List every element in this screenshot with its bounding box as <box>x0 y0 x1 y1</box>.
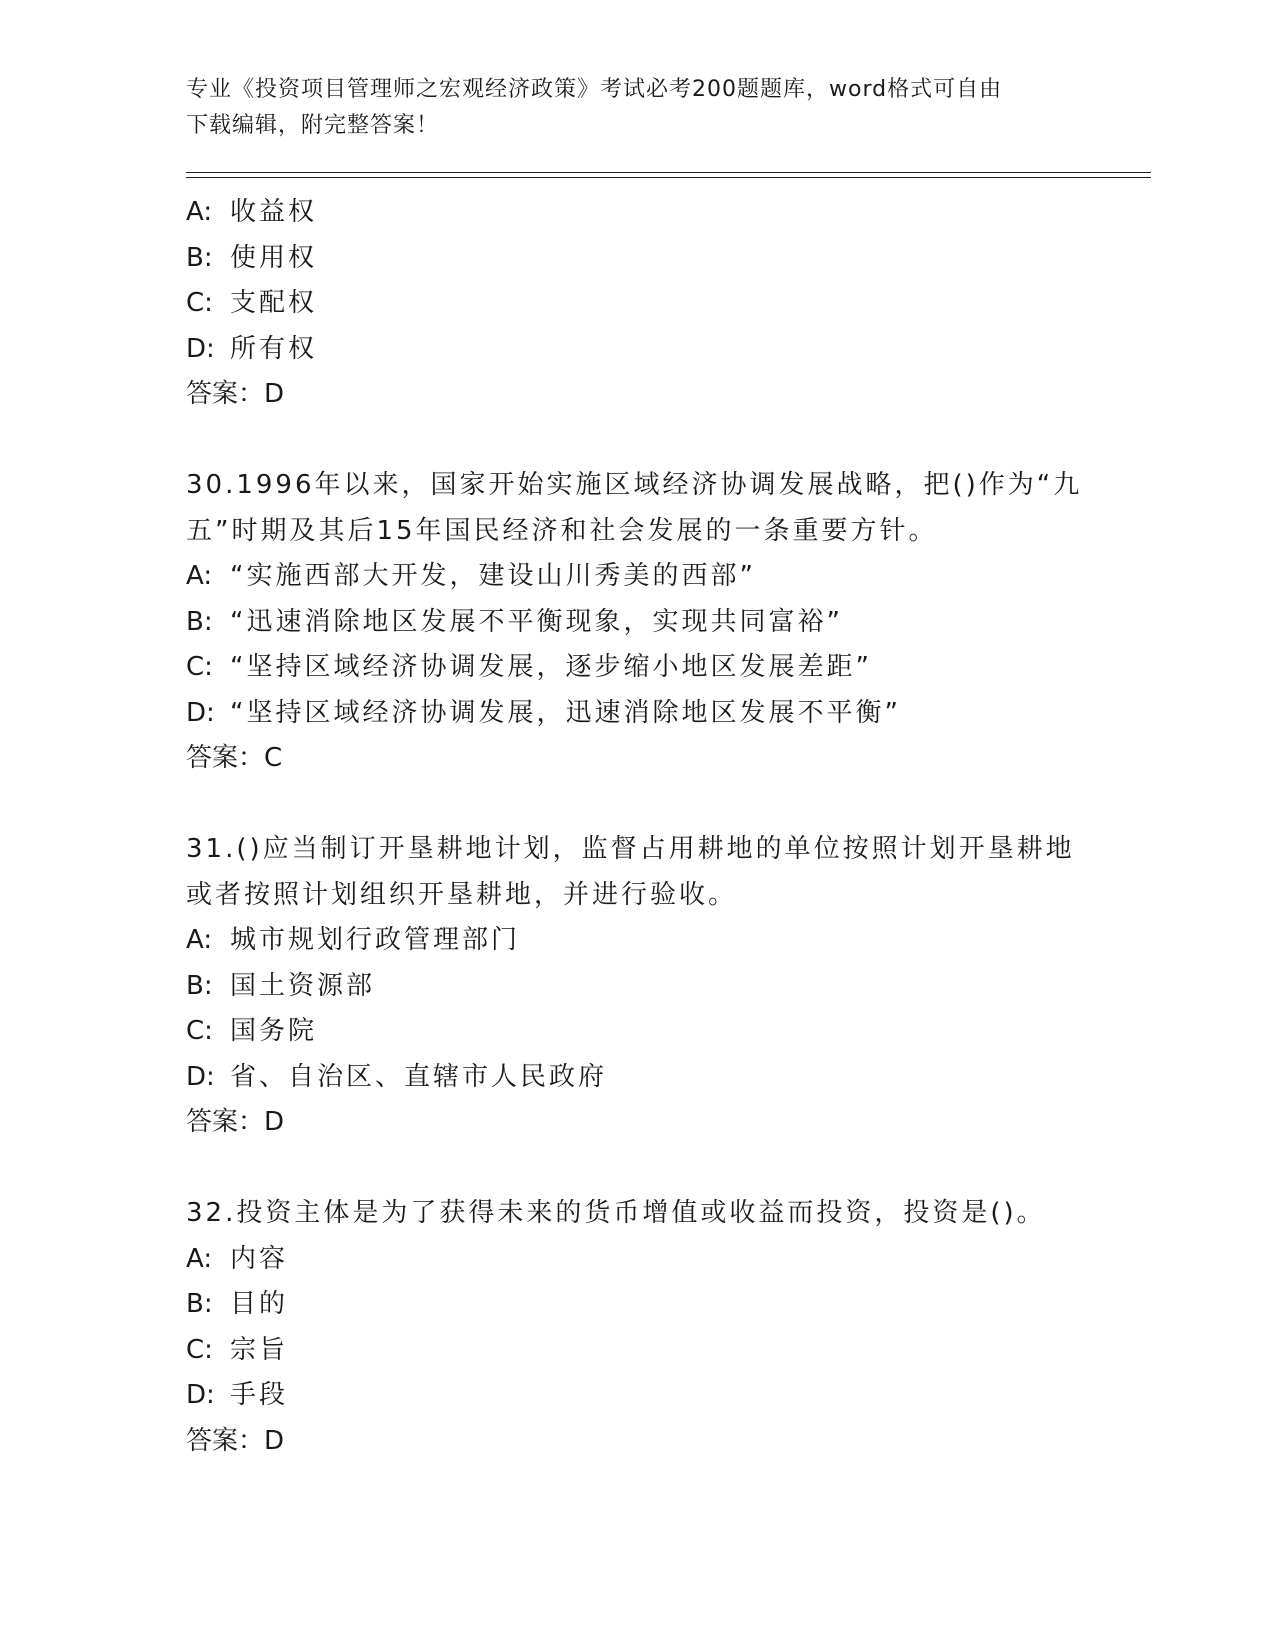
question-stem-line-2: 五”时期及其后15年国民经济和社会发展的一条重要方针。 <box>186 515 938 546</box>
option-d: D: 手段 <box>186 1380 289 1410</box>
question-stem-line-2: 或者按照计划组织开垦耕地，并进行验收。 <box>186 879 738 910</box>
option-a: A: 收益权 <box>186 197 318 227</box>
header-line-2: 下载编辑，附完整答案！ <box>186 113 440 138</box>
option-b: B: “迅速消除地区发展不平衡现象，实现共同富裕” <box>186 606 843 637</box>
answer: 答案：D <box>186 379 285 409</box>
option-a: A: “实施西部大开发，建设山川秀美的西部” <box>186 561 756 591</box>
question-29-options <box>186 190 1086 418</box>
question-30 <box>186 463 1086 782</box>
question-31 <box>186 827 1086 1146</box>
option-d: D: “坚持区域经济协调发展，迅速消除地区发展不平衡” <box>186 697 901 728</box>
option-c: C: “坚持区域经济协调发展，逐步缩小地区发展差距” <box>186 652 872 682</box>
question-list <box>186 190 1086 1464</box>
question-stem-line-1: 31.()应当制订开垦耕地计划，监督占用耕地的单位按照计划开垦耕地 <box>186 834 1075 864</box>
answer: 答案：D <box>186 1107 285 1137</box>
header-rule-top <box>186 172 1151 173</box>
header-line-1: 专业《投资项目管理师之宏观经济政策》考试必考200题题库，word格式可自由 <box>186 77 1003 102</box>
answer: 答案：D <box>186 1425 285 1456</box>
question-stem-line-1: 32.投资主体是为了获得未来的货币增值或收益而投资，投资是()。 <box>186 1198 1046 1228</box>
option-a: A: 城市规划行政管理部门 <box>186 925 521 955</box>
option-c: C: 支配权 <box>186 288 318 318</box>
option-c: C: 国务院 <box>186 1016 318 1046</box>
option-b: B: 使用权 <box>186 242 318 273</box>
document-header <box>186 72 1066 144</box>
option-d: D: 省、自治区、直辖市人民政府 <box>186 1061 608 1092</box>
option-a: A: 内容 <box>186 1243 289 1274</box>
header-rule-bottom <box>186 177 1151 178</box>
answer: 答案：C <box>186 743 283 773</box>
question-32 <box>186 1191 1086 1464</box>
option-d: D: 所有权 <box>186 333 318 364</box>
question-stem-line-1: 30.1996年以来，国家开始实施区域经济协调发展战略，把()作为“九 <box>186 470 1083 500</box>
option-b: B: 国土资源部 <box>186 970 376 1001</box>
option-b: B: 目的 <box>186 1289 289 1319</box>
option-c: C: 宗旨 <box>186 1334 289 1365</box>
